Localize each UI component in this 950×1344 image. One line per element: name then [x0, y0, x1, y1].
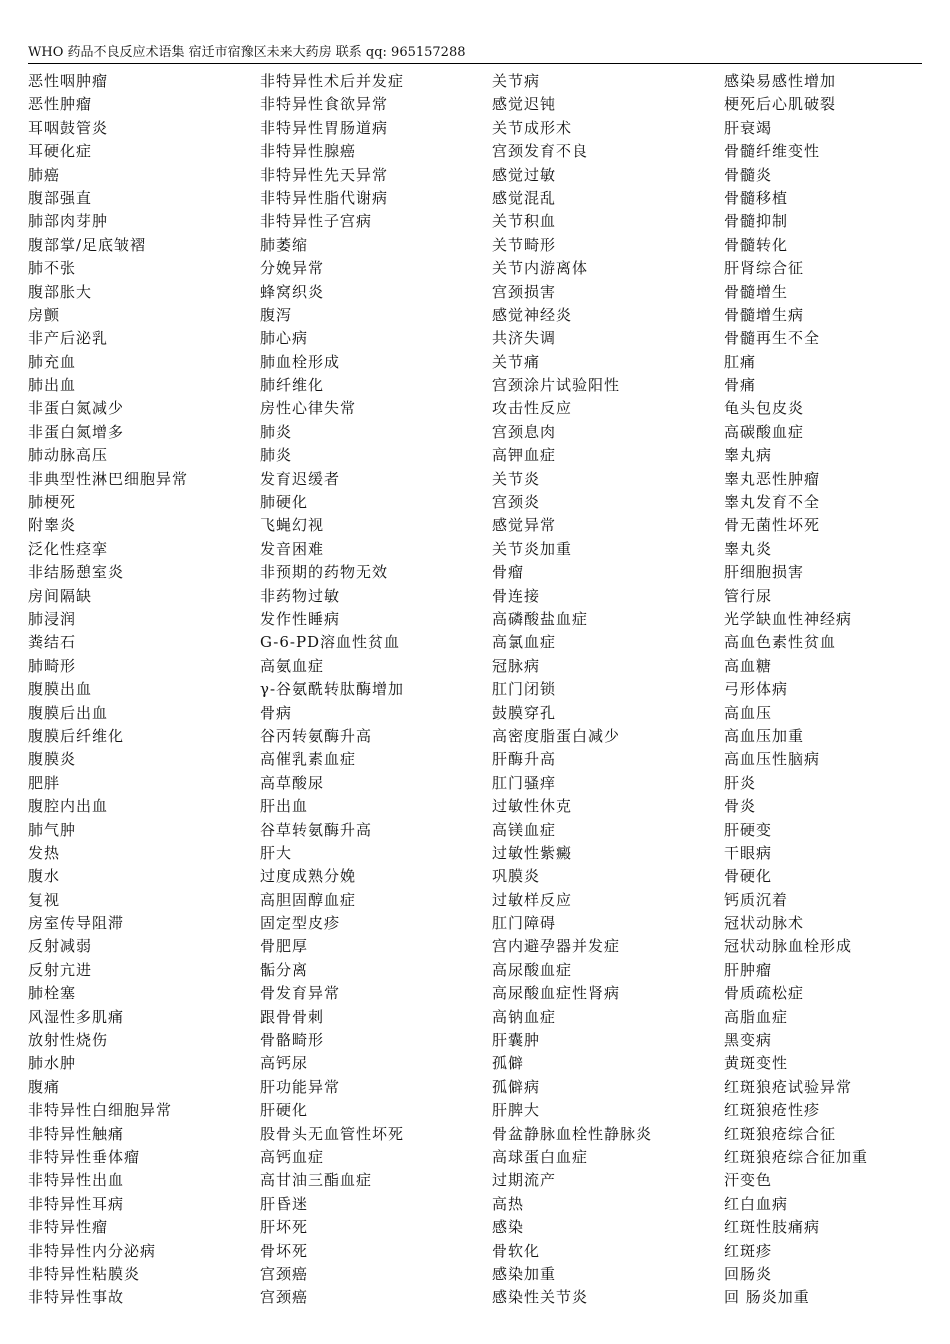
term-item: 非结肠憩室炎: [28, 563, 125, 582]
term-item: 骨质疏松症: [724, 984, 805, 1003]
term-item: 高血压性脑病: [724, 750, 821, 769]
term-item: 肺纤维化: [260, 376, 325, 395]
term-item: 过敏样反应: [492, 890, 573, 909]
term-item: 钙质沉着: [724, 890, 789, 909]
term-item: 骨软化: [492, 1241, 541, 1260]
term-item: 骨髓转化: [724, 235, 789, 254]
term-item: 高球蛋白血症: [492, 1147, 589, 1166]
term-item: 龟头包皮炎: [724, 399, 805, 418]
term-item: 骨瘤: [492, 563, 525, 582]
term-column-4: [724, 70, 950, 1310]
term-item: 非蛋白氮增多: [28, 422, 125, 441]
term-item: 耳咽鼓管炎: [28, 118, 109, 137]
term-item: 关节内游离体: [492, 259, 589, 278]
term-item: 非特异性白细胞异常: [28, 1101, 173, 1120]
term-item: 非特异性食欲异常: [260, 95, 389, 114]
term-item: 肺萎缩: [260, 235, 309, 254]
term-item: 骨髓增生病: [724, 305, 805, 324]
term-item: 肺炎: [260, 422, 293, 441]
term-item: 肛门障碍: [492, 914, 557, 933]
term-item: 肝硬化: [260, 1101, 309, 1120]
term-item: 腹部强直: [28, 188, 93, 207]
term-item: 巩膜炎: [492, 867, 541, 886]
term-item: 谷草转氨酶升高: [260, 820, 373, 839]
term-item: 骨盆静脉血栓性静脉炎: [492, 1124, 653, 1143]
term-item: 关节成形术: [492, 118, 573, 137]
term-column-1: [28, 70, 260, 1310]
term-item: 放射性烧伤: [28, 1031, 109, 1050]
term-item: 非产后泌乳: [28, 329, 109, 348]
term-item: 高血压加重: [724, 726, 805, 745]
term-item: 宫颈损害: [492, 282, 557, 301]
term-item: 骨髓增生: [724, 282, 789, 301]
term-item: 高甘油三酯血症: [260, 1171, 373, 1190]
term-item: 感染性关节炎: [492, 1288, 589, 1307]
term-item: 肺动脉高压: [28, 446, 109, 465]
term-item: 非特异性先天异常: [260, 165, 389, 184]
term-item: 高磷酸盐血症: [492, 609, 589, 628]
term-item: 宫颈涂片试验阳性: [492, 376, 621, 395]
term-item: 非特异性内分泌病: [28, 1241, 157, 1260]
term-item: 肝囊肿: [492, 1031, 541, 1050]
term-item: 宫颈息肉: [492, 422, 557, 441]
term-item: 泛化性痉挛: [28, 539, 109, 558]
term-item: 感觉过敏: [492, 165, 557, 184]
term-item: 高草酸尿: [260, 773, 325, 792]
term-item: 汗变色: [724, 1171, 773, 1190]
term-item: 关节积血: [492, 212, 557, 231]
term-item: 关节炎加重: [492, 539, 573, 558]
term-item: 关节畸形: [492, 235, 557, 254]
term-item: 肝酶升高: [492, 750, 557, 769]
term-item: 过期流产: [492, 1171, 557, 1190]
term-item: 房性心律失常: [260, 399, 357, 418]
term-item: 肺血栓形成: [260, 352, 341, 371]
term-item: 睾丸发育不全: [724, 493, 821, 512]
term-item: 腹部胀大: [28, 282, 93, 301]
term-item: 宫颈癌: [260, 1288, 309, 1307]
term-item: 非特异性子宫病: [260, 212, 373, 231]
term-item: 肺硬化: [260, 493, 309, 512]
term-item: 红斑性肢痛病: [724, 1218, 821, 1237]
term-item: 肝肾综合征: [724, 259, 805, 278]
term-item: 非特异性瘤: [28, 1218, 109, 1237]
term-item: 鼓膜穿孔: [492, 703, 557, 722]
term-item: 睾丸炎: [724, 539, 773, 558]
term-item: 骨发育异常: [260, 984, 341, 1003]
term-item: 肺充血: [28, 352, 77, 371]
term-item: 肺不张: [28, 259, 77, 278]
term-item: 高碳酸血症: [724, 422, 805, 441]
term-item: 粪结石: [28, 633, 77, 652]
term-item: 高钙尿: [260, 1054, 309, 1073]
term-item: 红斑狼疮综合征: [724, 1124, 837, 1143]
term-item: 高血压: [724, 703, 773, 722]
term-item: 腹腔内出血: [28, 797, 109, 816]
term-item: 过度成熟分娩: [260, 867, 357, 886]
term-item: 红斑狼疮试验异常: [724, 1077, 853, 1096]
term-item: 关节炎: [492, 469, 541, 488]
term-item: 股骨头无血管性坏死: [260, 1124, 405, 1143]
term-item: 发作性睡病: [260, 609, 341, 628]
term-item: G-6-PD溶血性贫血: [260, 633, 401, 652]
term-item: 非预期的药物无效: [260, 563, 389, 582]
term-item: 非特异性术后并发症: [260, 72, 405, 90]
term-item: 房颤: [28, 305, 61, 324]
term-item: 非药物过敏: [260, 586, 341, 605]
term-item: 肝脾大: [492, 1101, 541, 1120]
term-item: 高热: [492, 1194, 525, 1213]
term-item: 黑变病: [724, 1031, 773, 1050]
term-item: 骨痛: [724, 376, 757, 395]
term-item: 骨连接: [492, 586, 541, 605]
term-item: 腹部掌/足底皱褶: [28, 235, 147, 254]
term-item: 非特异性事故: [28, 1288, 125, 1307]
term-item: 骨髓再生不全: [724, 329, 821, 348]
term-item: 非蛋白氮减少: [28, 399, 125, 418]
term-item: 冠脉病: [492, 656, 541, 675]
term-item: 红斑疹: [724, 1241, 773, 1260]
term-item: 肺部肉芽肿: [28, 212, 109, 231]
term-item: 骨坏死: [260, 1241, 309, 1260]
term-item: 反射减弱: [28, 937, 93, 956]
term-item: 非典型性淋巴细胞异常: [28, 469, 189, 488]
term-item: 腹痛: [28, 1077, 61, 1096]
term-item: 发育迟缓者: [260, 469, 341, 488]
term-item: 肝大: [260, 843, 293, 862]
term-item: 高血糖: [724, 656, 773, 675]
term-item: 肺心病: [260, 329, 309, 348]
term-item: 管行尿: [724, 586, 773, 605]
term-item: 高钾血症: [492, 446, 557, 465]
term-item: 攻击性反应: [492, 399, 573, 418]
term-item: 肝炎: [724, 773, 757, 792]
term-item: 回肠炎: [724, 1264, 773, 1283]
term-item: 腹水: [28, 867, 61, 886]
term-item: 腹泻: [260, 305, 293, 324]
term-item: 宫颈发育不良: [492, 142, 589, 161]
term-item: 肝出血: [260, 797, 309, 816]
term-item: 红白血病: [724, 1194, 789, 1213]
term-item: 感觉神经炎: [492, 305, 573, 324]
term-item: 谷丙转氨酶升高: [260, 726, 373, 745]
term-item: 红斑狼疮综合征加重: [724, 1147, 869, 1166]
term-item: 光学缺血性神经病: [724, 609, 853, 628]
term-item: 反射亢进: [28, 960, 93, 979]
term-item: 肺炎: [260, 446, 293, 465]
term-item: 骨肥厚: [260, 937, 309, 956]
term-item: 宫颈炎: [492, 493, 541, 512]
term-item: 干眼病: [724, 843, 773, 862]
term-item: 房间隔缺: [28, 586, 93, 605]
term-item: 高催乳素血症: [260, 750, 357, 769]
term-item: 肺栓塞: [28, 984, 77, 1003]
term-item: 非特异性胃肠道病: [260, 118, 389, 137]
term-item: 骨骼畸形: [260, 1031, 325, 1050]
term-item: 肝昏迷: [260, 1194, 309, 1213]
term-item: 感染加重: [492, 1264, 557, 1283]
term-item: 骨髓纤维变性: [724, 142, 821, 161]
term-item: 关节病: [492, 72, 541, 90]
term-item: 红斑狼疮性疹: [724, 1101, 821, 1120]
term-item: 黄斑变性: [724, 1054, 789, 1073]
term-item: 肛门闭锁: [492, 680, 557, 699]
term-item: 腹膜后纤维化: [28, 726, 125, 745]
term-item: 睾丸病: [724, 446, 773, 465]
term-item: 附睾炎: [28, 516, 77, 535]
term-item: 高氨血症: [260, 656, 325, 675]
term-item: 回 肠炎加重: [724, 1288, 810, 1307]
term-item: 发热: [28, 843, 61, 862]
term-item: 肺浸润: [28, 609, 77, 628]
term-item: 非特异性耳病: [28, 1194, 125, 1213]
term-item: 高钠血症: [492, 1007, 557, 1026]
term-item: 肺水肿: [28, 1054, 77, 1073]
term-item: 宫内避孕器并发症: [492, 937, 621, 956]
term-item: 非特异性垂体瘤: [28, 1147, 141, 1166]
term-item: 宫颈癌: [260, 1264, 309, 1283]
term-item: 关节痛: [492, 352, 541, 371]
term-item: 感觉异常: [492, 516, 557, 535]
term-item: 感觉混乱: [492, 188, 557, 207]
term-item: 骨无菌性坏死: [724, 516, 821, 535]
term-item: 肝功能异常: [260, 1077, 341, 1096]
term-item: 弓形体病: [724, 680, 789, 699]
term-item: 房室传导阻滞: [28, 914, 125, 933]
term-item: 骨髓抑制: [724, 212, 789, 231]
term-item: 固定型皮疹: [260, 914, 341, 933]
term-item: 睾丸恶性肿瘤: [724, 469, 821, 488]
term-item: 感觉迟钝: [492, 95, 557, 114]
term-item: 肛门骚痒: [492, 773, 557, 792]
term-item: 高胆固醇血症: [260, 890, 357, 909]
page-header: WHO 药品不良反应术语集 宿迁市宿豫区未来大药房 联系 qq: 965157288: [28, 44, 922, 64]
term-item: 高钙血症: [260, 1147, 325, 1166]
term-item: 非特异性触痛: [28, 1124, 125, 1143]
term-item: 过敏性休克: [492, 797, 573, 816]
term-item: 骨病: [260, 703, 293, 722]
term-item: 肝肿瘤: [724, 960, 773, 979]
term-item: 肺气肿: [28, 820, 77, 839]
term-column-2: [260, 70, 492, 1310]
term-item: 肺畸形: [28, 656, 77, 675]
term-item: γ-谷氨酰转肽酶增加: [260, 680, 405, 699]
term-item: 肥胖: [28, 773, 61, 792]
term-item: 感染: [492, 1218, 525, 1237]
term-item: 孤僻病: [492, 1077, 541, 1096]
term-item: 恶性咽肿瘤: [28, 72, 109, 90]
term-item: 肝细胞损害: [724, 563, 805, 582]
term-item: 过敏性紫癜: [492, 843, 573, 862]
term-item: 肺癌: [28, 165, 61, 184]
term-columns: [28, 70, 928, 1320]
term-item: 感染易感性增加: [724, 72, 837, 90]
term-item: 非特异性出血: [28, 1171, 125, 1190]
term-item: 肺出血: [28, 376, 77, 395]
term-item: 肝坏死: [260, 1218, 309, 1237]
term-item: 骨髓移植: [724, 188, 789, 207]
term-item: 高尿酸血症: [492, 960, 573, 979]
term-item: 高血色素性贫血: [724, 633, 837, 652]
term-item: 跟骨骨刺: [260, 1007, 325, 1026]
term-item: 冠状动脉术: [724, 914, 805, 933]
term-item: 肺梗死: [28, 493, 77, 512]
term-item: 共济失调: [492, 329, 557, 348]
term-item: 肛痛: [724, 352, 757, 371]
term-item: 非特异性脂代谢病: [260, 188, 389, 207]
term-item: 冠状动脉血栓形成: [724, 937, 853, 956]
term-item: 高镁血症: [492, 820, 557, 839]
term-item: 肝硬变: [724, 820, 773, 839]
term-item: 梗死后心肌破裂: [724, 95, 837, 114]
term-item: 高密度脂蛋白减少: [492, 726, 621, 745]
term-item: 高脂血症: [724, 1007, 789, 1026]
term-item: 蜂窝织炎: [260, 282, 325, 301]
term-item: 骨炎: [724, 797, 757, 816]
term-item: 骺分离: [260, 960, 309, 979]
term-item: 肝衰竭: [724, 118, 773, 137]
term-item: 高氯血症: [492, 633, 557, 652]
term-item: 耳硬化症: [28, 142, 93, 161]
term-item: 飞蝇幻视: [260, 516, 325, 535]
term-column-3: [492, 70, 724, 1310]
term-item: 骨髓炎: [724, 165, 773, 184]
term-item: 腹膜炎: [28, 750, 77, 769]
term-item: 高尿酸血症性肾病: [492, 984, 621, 1003]
term-item: 风湿性多肌痛: [28, 1007, 125, 1026]
term-item: 非特异性粘膜炎: [28, 1264, 141, 1283]
term-item: 腹膜后出血: [28, 703, 109, 722]
term-item: 非特异性腺癌: [260, 142, 357, 161]
term-item: 孤僻: [492, 1054, 525, 1073]
term-item: 腹膜出血: [28, 680, 93, 699]
term-item: 恶性肿瘤: [28, 95, 93, 114]
term-item: 复视: [28, 890, 61, 909]
term-item: 骨硬化: [724, 867, 773, 886]
term-item: 分娩异常: [260, 259, 325, 278]
term-item: 发音困难: [260, 539, 325, 558]
